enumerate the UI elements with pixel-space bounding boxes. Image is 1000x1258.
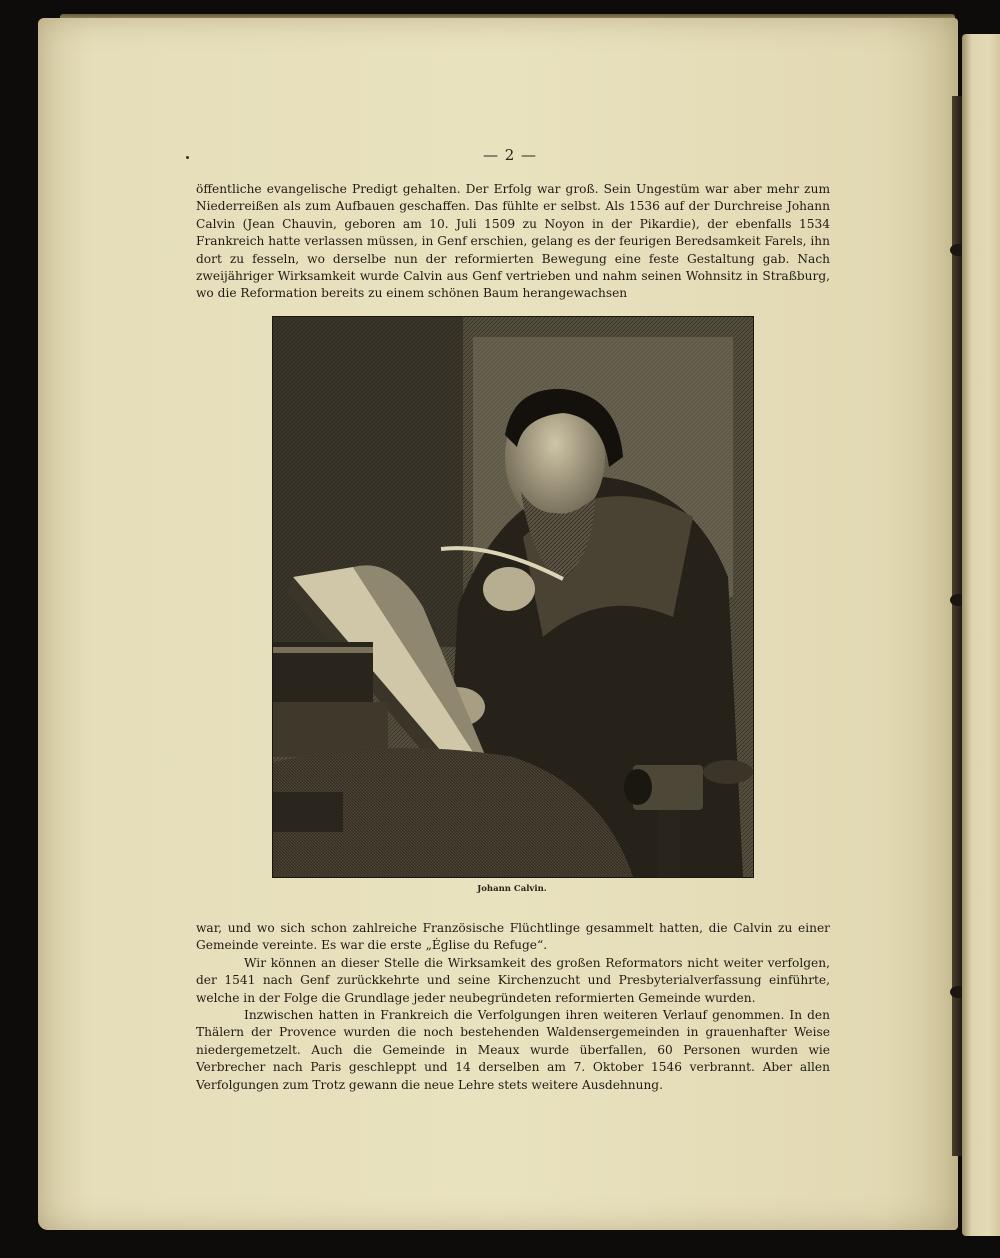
top-paragraph-block: [196, 181, 830, 303]
adjacent-page-edge: [962, 34, 1000, 1236]
paragraph: Wir können an dieser Stelle die Wirksamkeit des großen Reformators nicht weiter verfolgen, der 1541 nach Genf zurückkehrte und seine Kirchenzucht und Presbyterialverfassung einführte, welche in der Folge die Grundlage jeder neubegründeten reformierten Gemeinde wurden.: [196, 955, 830, 1005]
portrait-illustration: [273, 317, 753, 877]
bottom-paragraph-block: [196, 920, 830, 1094]
page-number: — 2 —: [482, 146, 538, 164]
paragraph: Inzwischen hatten in Frankreich die Verfolgungen ihren weiteren Verlauf genommen. In den Thälern der Provence wurden die noch bestehenden Waldensergemeinden in grauenhafter Weise niedergemetzelt. Auch die Gemeinde in Meaux wurde überfallen, 60 Personen wurden wie Verbrecher nach Paris geschleppt und 14 derselben am 7. Oktober 1546 verbrannt. Aber allen Verfolgungen zum Trotz gewann die neue Lehre stets weitere Ausdehnung.: [196, 1008, 830, 1092]
figure-caption: Johann Calvin.: [477, 884, 547, 894]
paragraph: öffentliche evangelische Predigt gehalten. Der Erfolg war groß. Sein Ungestüm war aber mehr zum Niederreißen als zum Aufbauen geschaffen. Das fühlte er selbst. Als 1536 auf der Durchreise Johann Calvin (Jean Chauvin, geboren am 10. Juli 1509 zu Noyon in der Pikardie), der ebenfalls 1534 Frankreich hatte verlassen müssen, in Genf erschien, gelang es der feurigen Beredsamkeit Farels, ihn dort zu fesseln, wo derselbe nun der reformierten Bewegung eine feste Gestaltung gab. Nach zweijähriger Wirksamkeit wurde Calvin aus Genf vertrieben und nahm seinen Wohnsitz in Straßburg, wo die Reformation bereits zu einem schönen Baum herangewachsen: [196, 182, 830, 301]
engraving-portrait: [272, 316, 754, 878]
paragraph: war, und wo sich schon zahlreiche Französische Flüchtlinge gesammelt hatten, die Calvin zu einer Gemeinde vereinte. Es war die erste „Église du Refuge“.: [196, 921, 830, 953]
ink-speck: [186, 156, 189, 159]
